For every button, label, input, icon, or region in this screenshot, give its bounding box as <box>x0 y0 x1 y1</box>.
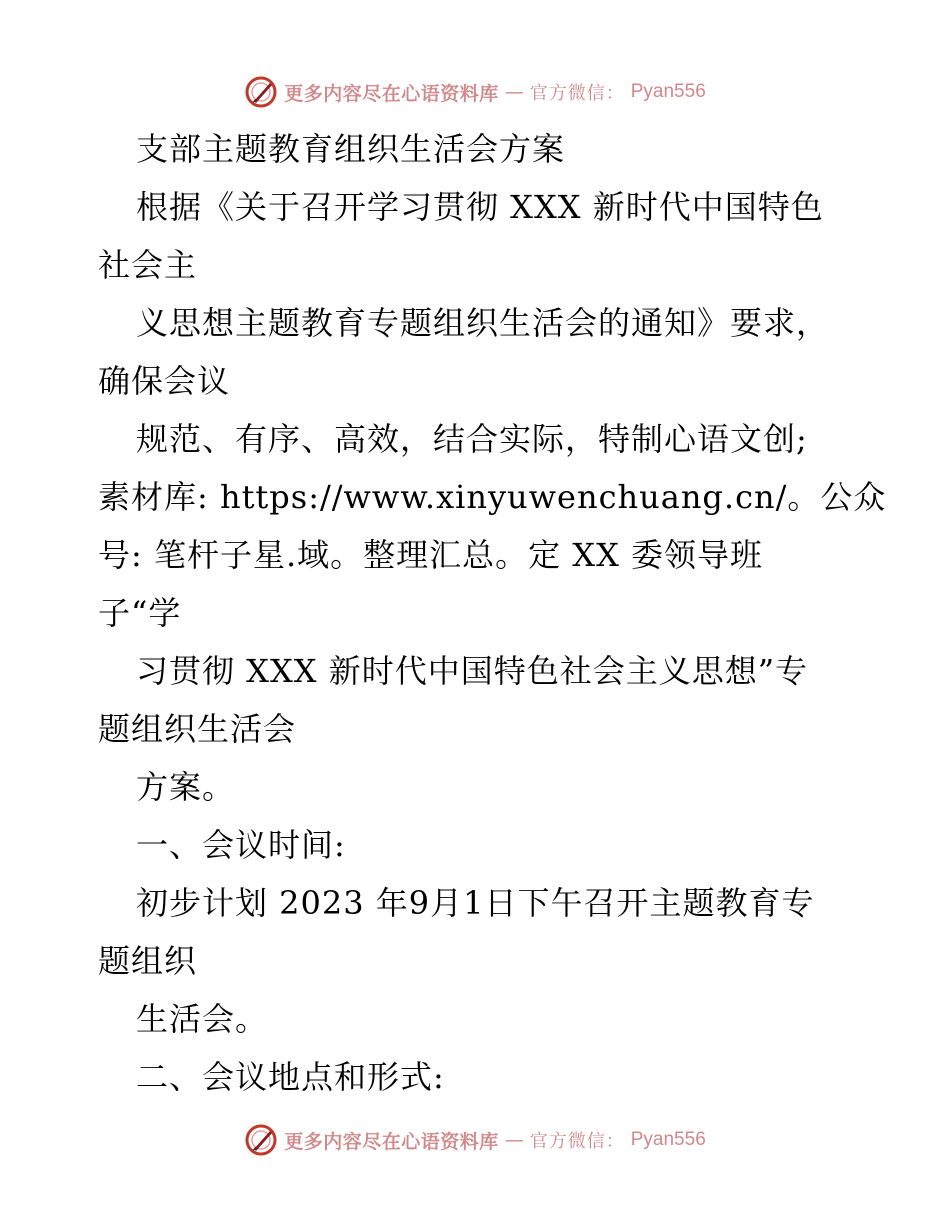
watermark-subtitle: 官方微信： <box>529 83 625 104</box>
watermark-subtitle: 官方微信： <box>529 1131 625 1152</box>
paragraph-line: 社会主 <box>98 246 198 284</box>
watermark-separator: — <box>504 81 524 103</box>
paragraph-line: 规范、有序、高效，结合实际，特制心语文创; <box>136 420 808 458</box>
watermark-text: 更多内容尽在心语资料库 <box>284 1130 499 1153</box>
paragraph-line: 初步计划 2023 年9月1日下午召开主题教育专 <box>136 884 815 922</box>
watermark-text: 更多内容尽在心语资料库 <box>284 82 499 105</box>
section-heading-time: 一、会议时间: <box>136 826 346 864</box>
paragraph-line: 根据《关于召开学习贯彻 XXX 新时代中国特色 <box>136 188 824 226</box>
paragraph-line: 方案。 <box>136 768 236 806</box>
paragraph-line: 号: 笔杆子星.域。整理汇总。定 XX 委领导班 <box>98 536 764 574</box>
paragraph-line: 题组织 <box>98 942 198 980</box>
document-body <box>98 120 887 1106</box>
paragraph-line: 题组织生活会 <box>98 710 297 748</box>
paragraph-line: 素材库: https://www.xinyuwenchuang.cn/。公众 <box>98 478 887 516</box>
quill-logo-icon <box>244 75 278 109</box>
quill-logo-icon <box>244 1123 278 1157</box>
section-heading-location: 二、会议地点和形式: <box>136 1058 445 1096</box>
footer-watermark <box>0 1120 950 1160</box>
watermark-separator: — <box>504 1129 524 1151</box>
paragraph-line: 生活会。 <box>136 1000 269 1038</box>
paragraph-line: 义思想主题教育专题组织生活会的通知》要求， <box>136 304 830 342</box>
document-title: 支部主题教育组织生活会方案 <box>136 130 566 168</box>
watermark-wechat-id: Pyan556 <box>630 1129 706 1150</box>
watermark-wechat-id: Pyan556 <box>630 81 706 102</box>
paragraph-line: 确保会议 <box>98 362 231 400</box>
paragraph-line: 习贯彻 XXX 新时代中国特色社会主义思想”专 <box>136 652 809 690</box>
header-watermark <box>0 72 950 112</box>
paragraph-line: 子“学 <box>98 594 182 632</box>
